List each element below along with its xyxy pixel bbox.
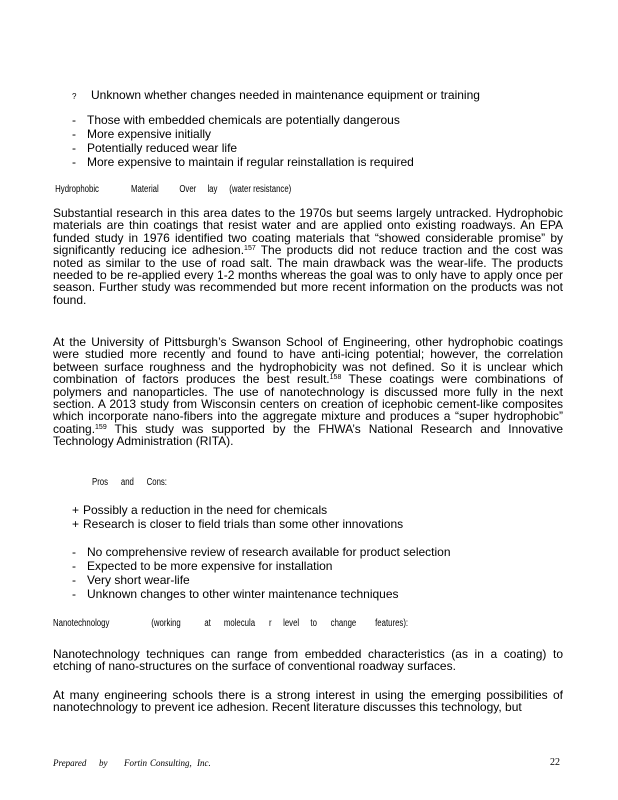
footnote-ref: 157 xyxy=(244,245,256,253)
footnote-ref: 159 xyxy=(95,423,107,431)
list-item: - Unknown changes to other winter maintenance techniques xyxy=(72,587,399,601)
list-item: - Expected to be more expensive for installation xyxy=(72,559,333,573)
paragraph: At the University of Pittsburgh’s Swanson School of Engineering, other hydrophobic coatings were studied more recently and found to have anti-icing potential; however, the correlation between surface roughness and the hydrophobicity was not defined. So it is unclear which combination of factors produces the best result.$^{158}$ These coatings were combinations of polymers and nanoparticles. The use of nanotechnology is discussed more fully in the next section. A 2013 study from Wisconsin centers on creation of icephobic cement-like composites which incorporate nano-fibers into the aggregate mixture and produces a “super hydrophobic” coating.$^{159}$ This study was supported by the FHWA’s National Research and Innovative Technology Administration (RITA). xyxy=(53,335,563,449)
list-item: + Possibly a reduction in the need for chemicals xyxy=(72,503,328,517)
footer-text: by xyxy=(99,758,108,768)
footer-text: Consulting, xyxy=(150,758,192,768)
list-item: - Very short wear-life xyxy=(72,573,190,587)
section-heading-hydrophobic: Hydrophobic Material Over lay (water resistance) xyxy=(55,184,292,195)
pros-list xyxy=(72,503,403,531)
page-number: 22 xyxy=(550,757,560,768)
list-item: - Those with embedded chemicals are potentially dangerous xyxy=(72,113,400,127)
section-heading-nanotechnology: Nanotechnology (working at molecula r level to change features): xyxy=(53,618,409,629)
paragraph: Nanotechnology techniques can range from embedded characteristics (as in a coating) to etching of nano-structures on the surface of conventional roadway surfaces. xyxy=(53,647,563,674)
footer-text: Fortin xyxy=(124,758,148,768)
cons-list-2 xyxy=(72,545,451,601)
pros-cons-label: Pros and Cons: xyxy=(92,477,167,488)
footer-text: Inc. xyxy=(197,758,211,768)
intro-list-item: Unknown whether changes needed in maintenance equipment or training xyxy=(91,88,480,102)
list-item: - No comprehensive review of research available for product selection xyxy=(72,545,451,559)
list-item: - Potentially reduced wear life xyxy=(72,141,238,155)
footnote-ref: 158 xyxy=(329,374,342,382)
cons-list-1 xyxy=(72,113,414,169)
paragraph: Substantial research in this area dates to the 1970s but seems largely untracked. Hydrophobic materials are thin coatings that resist water and are applied onto existing roadways. An EPA funded study in 1976 identified two coating materials that “showed considerable promise” by significantly reducing ice adhesion.$^{157}$ The products did not reduce traction and the cost was noted as similar to the use of road salt. The main drawback was the wear-life. The products needed to be re-applied every 1-2 months whereas the goal was to only have to apply once per season. Further study was recommended but more recent information on the products was not found. xyxy=(53,206,563,307)
list-item: + Research is closer to field trials than some other innovations xyxy=(72,517,404,531)
bullet-marker: ? xyxy=(72,92,77,101)
footer-text: Prepared xyxy=(53,758,87,768)
list-item: - More expensive initially xyxy=(72,127,212,141)
list-item: - More expensive to maintain if regular reinstallation is required xyxy=(72,155,414,169)
paragraph: At many engineering schools there is a strong interest in using the emerging possibilities of nanotechnology to prevent ice adhesion. Recent literature discusses this technology, but xyxy=(53,688,563,715)
